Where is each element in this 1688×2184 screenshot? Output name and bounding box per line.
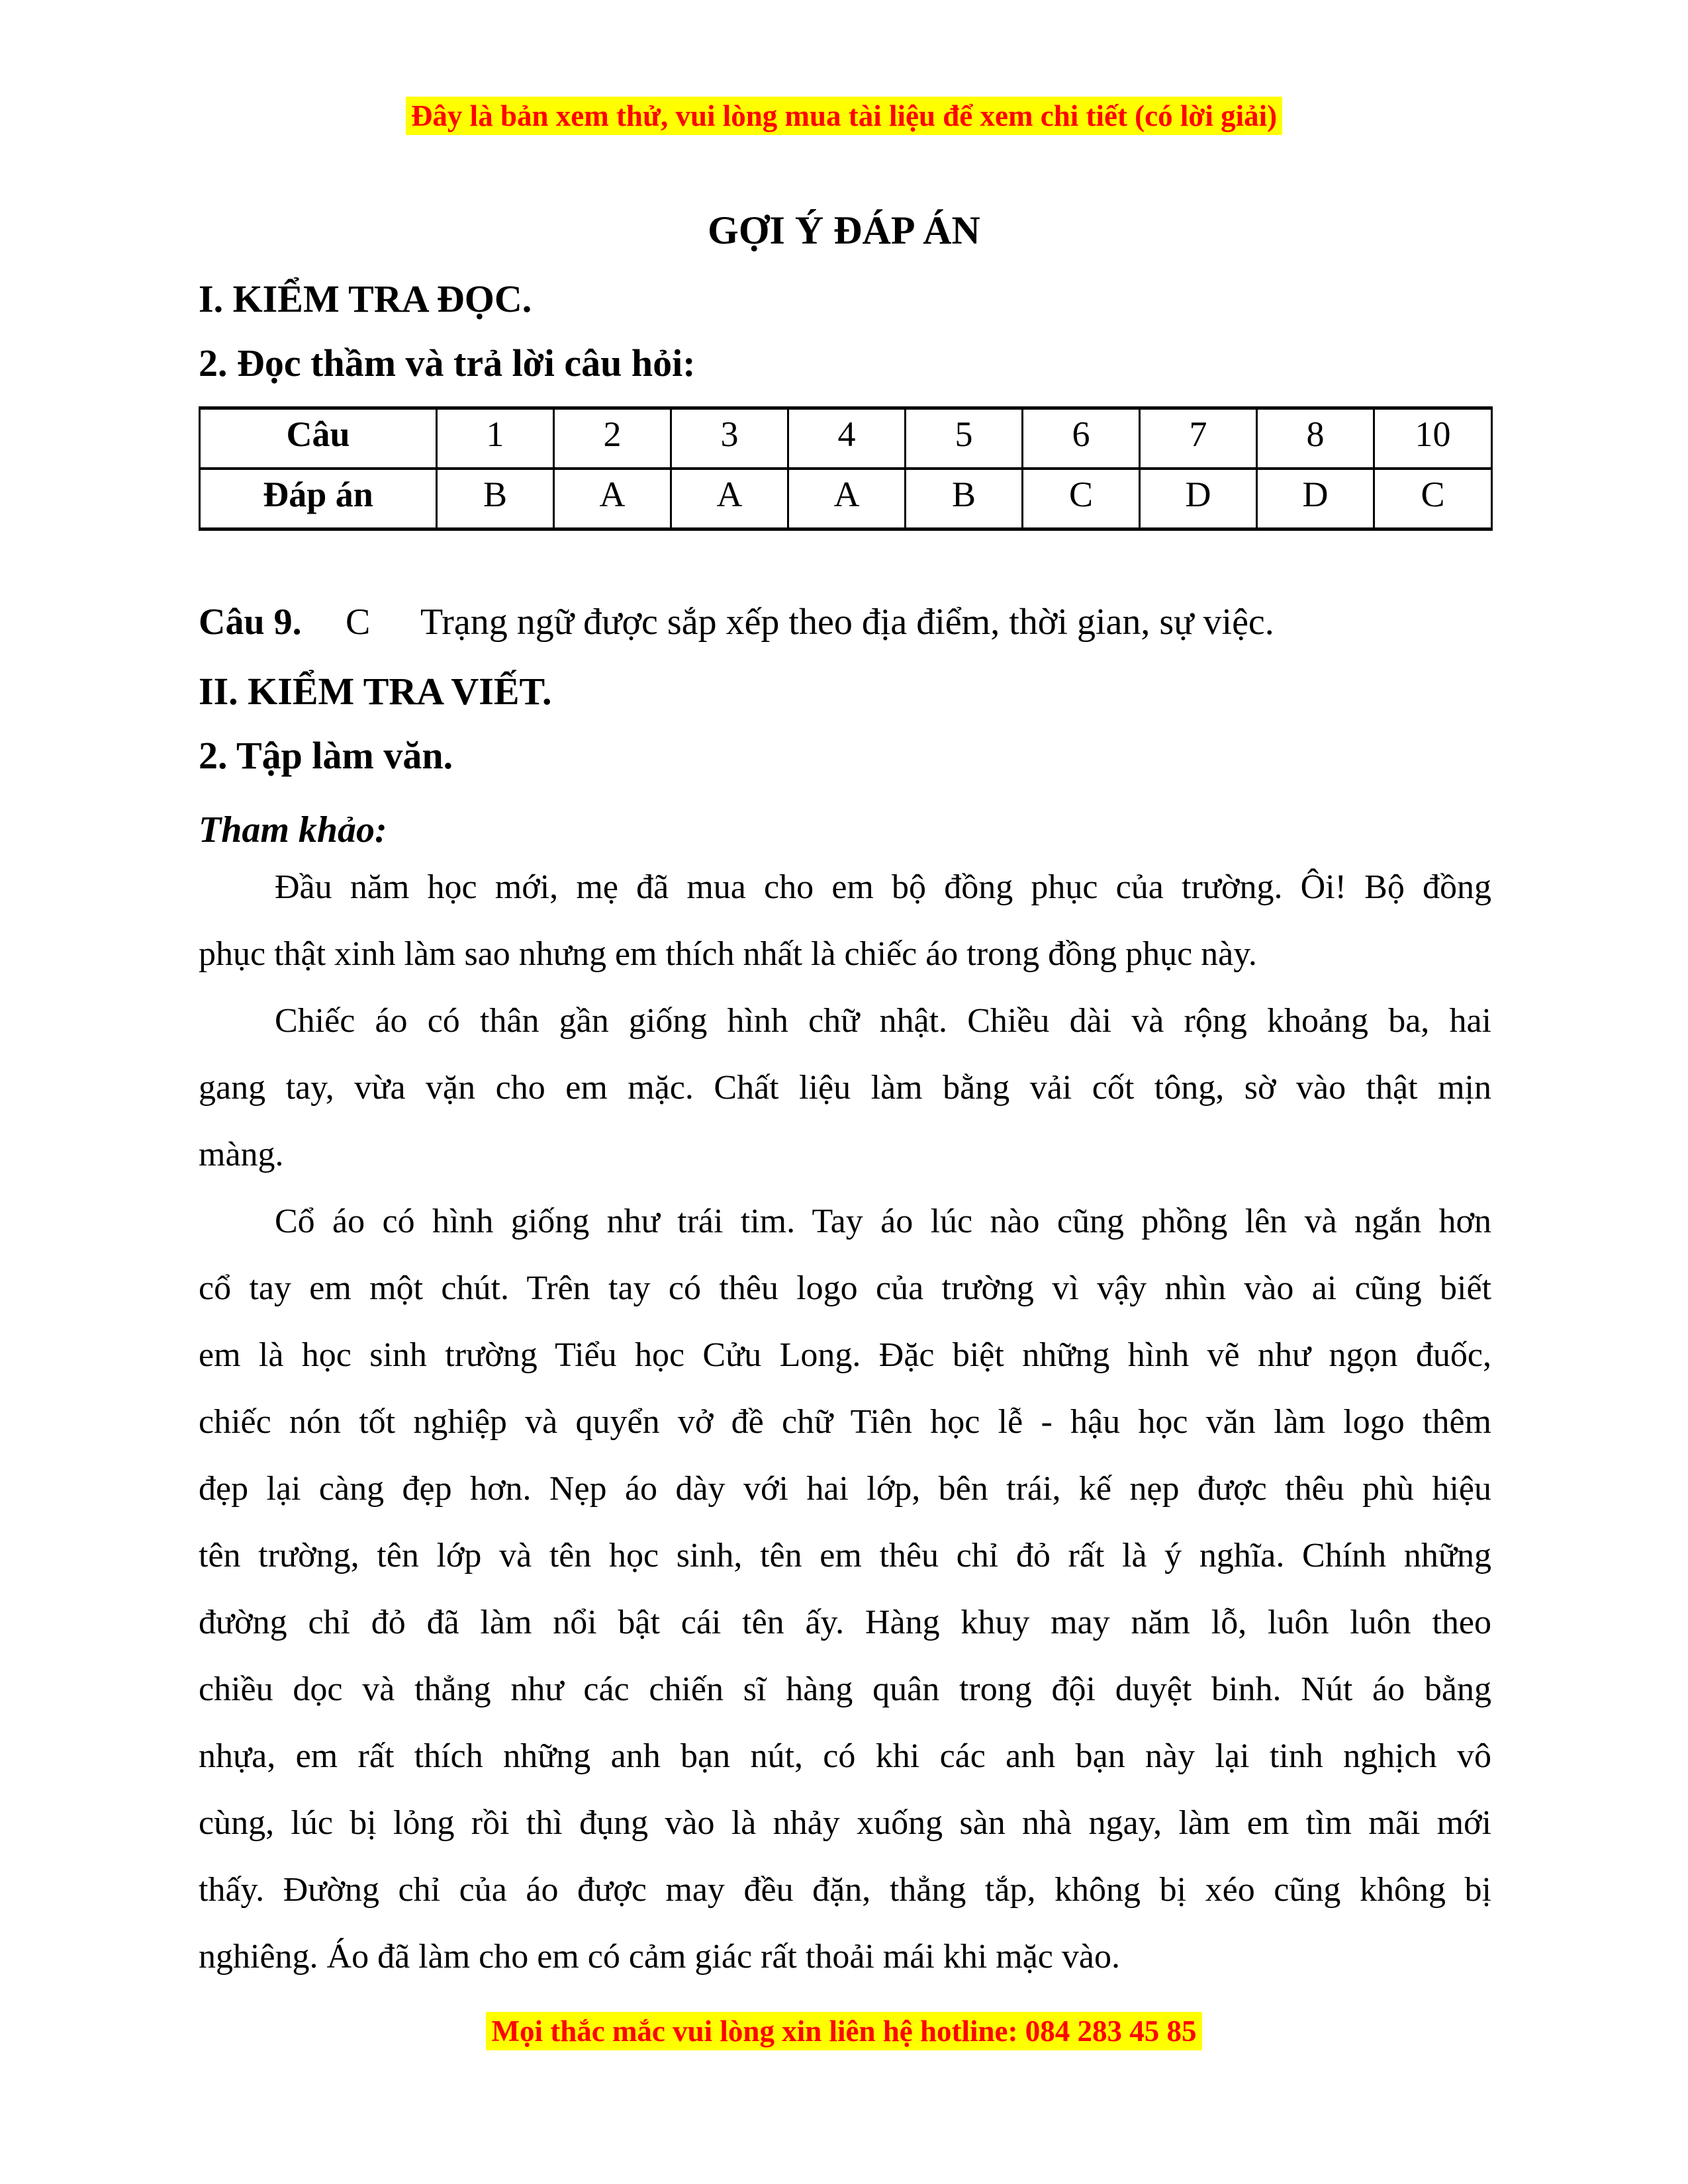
- essay-line: em là học sinh trường Tiểu học Cửu Long. Đặc biệt những hình vẽ như ngọn đuốc,: [199, 1336, 1491, 1374]
- section-writing-subheading: 2. Tập làm văn.: [199, 734, 453, 777]
- essay-line: đường chỉ đỏ đã làm nổi bật cái tên ấy. Hàng khuy may năm lỗ, luôn luôn theo: [199, 1604, 1491, 1641]
- answer-cell: 4: [788, 408, 906, 469]
- essay-line: nghiêng. Áo đã làm cho em có cảm giác rất thoải mái khi mặc vào.: [199, 1938, 1120, 1976]
- essay-line: nhựa, em rất thích những anh bạn nút, có khi các anh bạn này lại tinh nghịch vô: [199, 1737, 1491, 1775]
- answer-cell: 3: [671, 408, 788, 469]
- answer-cell: A: [788, 469, 906, 529]
- hotline-banner-text: Mọi thắc mắc vui lòng xin liên hệ hotline: 084 283 45 85: [486, 2012, 1201, 2050]
- answer-cell: C: [1023, 469, 1140, 529]
- essay-line: Cổ áo có hình giống như trái tim. Tay áo lúc nào cũng phồng lên và ngắn hơn: [275, 1203, 1491, 1240]
- essay-line: tên trường, tên lớp và tên học sinh, tên em thêu chỉ đỏ rất là ý nghĩa. Chính những: [199, 1537, 1491, 1574]
- essay-line: Đầu năm học mới, mẹ đã mua cho em bộ đồng phục của trường. Ôi! Bộ đồng: [275, 868, 1491, 906]
- answer-cell: 6: [1023, 408, 1140, 469]
- answer-cell: 10: [1374, 408, 1492, 469]
- answer-cell: A: [554, 469, 671, 529]
- section-reading-heading: I. KIỂM TRA ĐỌC.: [199, 277, 532, 320]
- answer-cell: D: [1257, 469, 1374, 529]
- essay-line: phục thật xinh làm sao nhưng em thích nhất là chiếc áo trong đồng phục này.: [199, 935, 1257, 973]
- answer-cell: 5: [906, 408, 1023, 469]
- answer-cell: 2: [554, 408, 671, 469]
- question9-label: Câu 9.: [199, 602, 302, 643]
- essay-line: Chiếc áo có thân gần giống hình chữ nhật. Chiều dài và rộng khoảng ba, hai: [275, 1002, 1491, 1040]
- reference-label: Tham khảo:: [199, 809, 387, 850]
- page-title: GỢI Ý ĐÁP ÁN: [708, 208, 980, 252]
- question9-answer: C: [346, 602, 371, 643]
- preview-banner-text: Đây là bản xem thử, vui lòng mua tài liệu để xem chi tiết (có lời giải): [406, 97, 1282, 135]
- essay-body: [199, 854, 1491, 1990]
- preview-banner: [0, 97, 1688, 135]
- hotline-banner: [0, 2012, 1688, 2050]
- answer-cell: 7: [1140, 408, 1257, 469]
- row-label-cell: Đáp án: [200, 469, 437, 529]
- answer-cell: C: [1374, 469, 1492, 529]
- answer-cell: B: [906, 469, 1023, 529]
- answer-table: [199, 406, 1493, 531]
- essay-line: màng.: [199, 1136, 284, 1173]
- answer-table-question-row: [200, 408, 1492, 469]
- answer-cell: D: [1140, 469, 1257, 529]
- section-reading-subheading: 2. Đọc thầm và trả lời câu hỏi:: [199, 341, 696, 385]
- essay-line: cùng, lúc bị lỏng rồi thì đụng vào là nhảy xuống sàn nhà ngay, làm em tìm mãi mới: [199, 1804, 1491, 1842]
- answer-cell: A: [671, 469, 788, 529]
- answer-table-answer-row: [200, 469, 1492, 529]
- essay-line: chiều dọc và thẳng như các chiến sĩ hàng quân trong đội duyệt binh. Nút áo bằng: [199, 1670, 1491, 1708]
- essay-line: cổ tay em một chút. Trên tay có thêu logo của trường vì vậy nhìn vào ai cũng biết: [199, 1269, 1491, 1307]
- essay-line: đẹp lại càng đẹp hơn. Nẹp áo dày với hai lớp, bên trái, kế nẹp được thêu phù hiệu: [199, 1470, 1491, 1508]
- answer-cell: 1: [437, 408, 554, 469]
- essay-line: thấy. Đường chỉ của áo được may đều đặn, thẳng tắp, không bị xéo cũng không bị: [199, 1871, 1491, 1909]
- essay-line: chiếc nón tốt nghiệp và quyển vở đề chữ Tiên học lễ - hậu học văn làm logo thêm: [199, 1403, 1491, 1441]
- section-writing-heading: II. KIỂM TRA VIẾT.: [199, 670, 552, 713]
- answer-cell: B: [437, 469, 554, 529]
- essay-line: gang tay, vừa vặn cho em mặc. Chất liệu làm bằng vải cốt tông, sờ vào thật mịn: [199, 1069, 1491, 1107]
- question9-explanation: Trạng ngữ được sắp xếp theo địa điểm, thời gian, sự việc.: [420, 602, 1274, 643]
- answer-cell: 8: [1257, 408, 1374, 469]
- row-label-cell: Câu: [200, 408, 437, 469]
- question9-line: [199, 600, 1274, 645]
